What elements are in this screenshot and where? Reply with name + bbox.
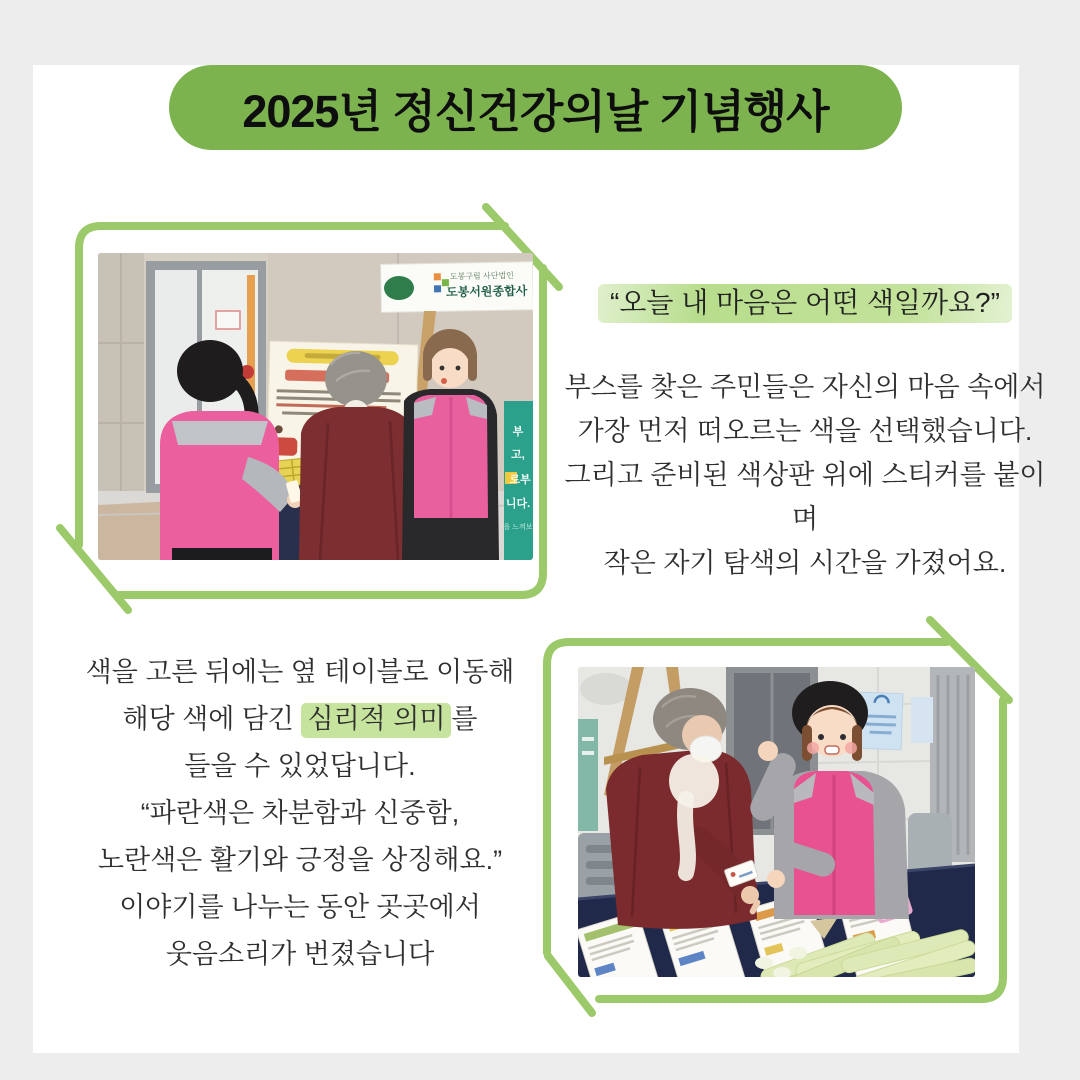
photo-table-explanation <box>578 667 975 977</box>
meaning-line-2: 해당 색에 담긴 심리적 의미 를 <box>70 696 530 743</box>
banner-small-text: 도봉구립 사단법인 <box>449 271 514 282</box>
photo-booth-consultation <box>98 253 533 560</box>
booth-line-1: 부스를 찾은 주민들은 자신의 마음 속에서 <box>564 372 1046 402</box>
booth-line-4: 작은 자기 탐색의 시간을 가졌어요. <box>603 548 1007 578</box>
page-title: 2025년 정신건강의날 기념행사 <box>242 86 829 137</box>
svg-text:고,: 고, <box>511 449 525 461</box>
meaning-line-5: 노란색은 활기와 긍정을 상징해요.” <box>97 845 503 875</box>
green-standee <box>504 401 534 560</box>
banner-main-text: 도봉서원종합사 <box>445 283 528 300</box>
booth-quote-highlight: “오늘 내 마음은 어떤 색일까요?” <box>598 284 1012 323</box>
meaning-line-4: “파란색은 차분함과 신중함, <box>140 798 460 828</box>
svg-text:로부: 로부 <box>509 474 531 486</box>
quote-section <box>555 281 1055 585</box>
booth-quote-line <box>555 281 1055 321</box>
meaning-section <box>70 649 530 978</box>
title-banner <box>169 65 902 150</box>
svg-text:을 느껴보: 을 느껴보 <box>503 524 533 531</box>
org-banner <box>381 262 533 313</box>
booth-line-3: 그리고 준비된 색상판 위에 스티커를 붙이며 <box>564 460 1046 534</box>
svg-text:니다.: 니다. <box>505 498 531 510</box>
svg-text:부: 부 <box>512 426 524 438</box>
booth-line-2: 가장 먼저 떠오르는 색을 선택했습니다. <box>577 416 1033 446</box>
meaning-line-1: 색을 고른 뒤에는 옆 테이블로 이동해 <box>85 657 515 687</box>
meaning-line-6: 이야기를 나누는 동안 곳곳에서 <box>119 892 481 922</box>
meaning-highlight: 심리적 의미 <box>301 703 451 738</box>
meaning-line-3: 들을 수 있었답니다. <box>184 751 416 781</box>
meaning-line-7: 웃음소리가 번졌습니다 <box>165 939 435 969</box>
